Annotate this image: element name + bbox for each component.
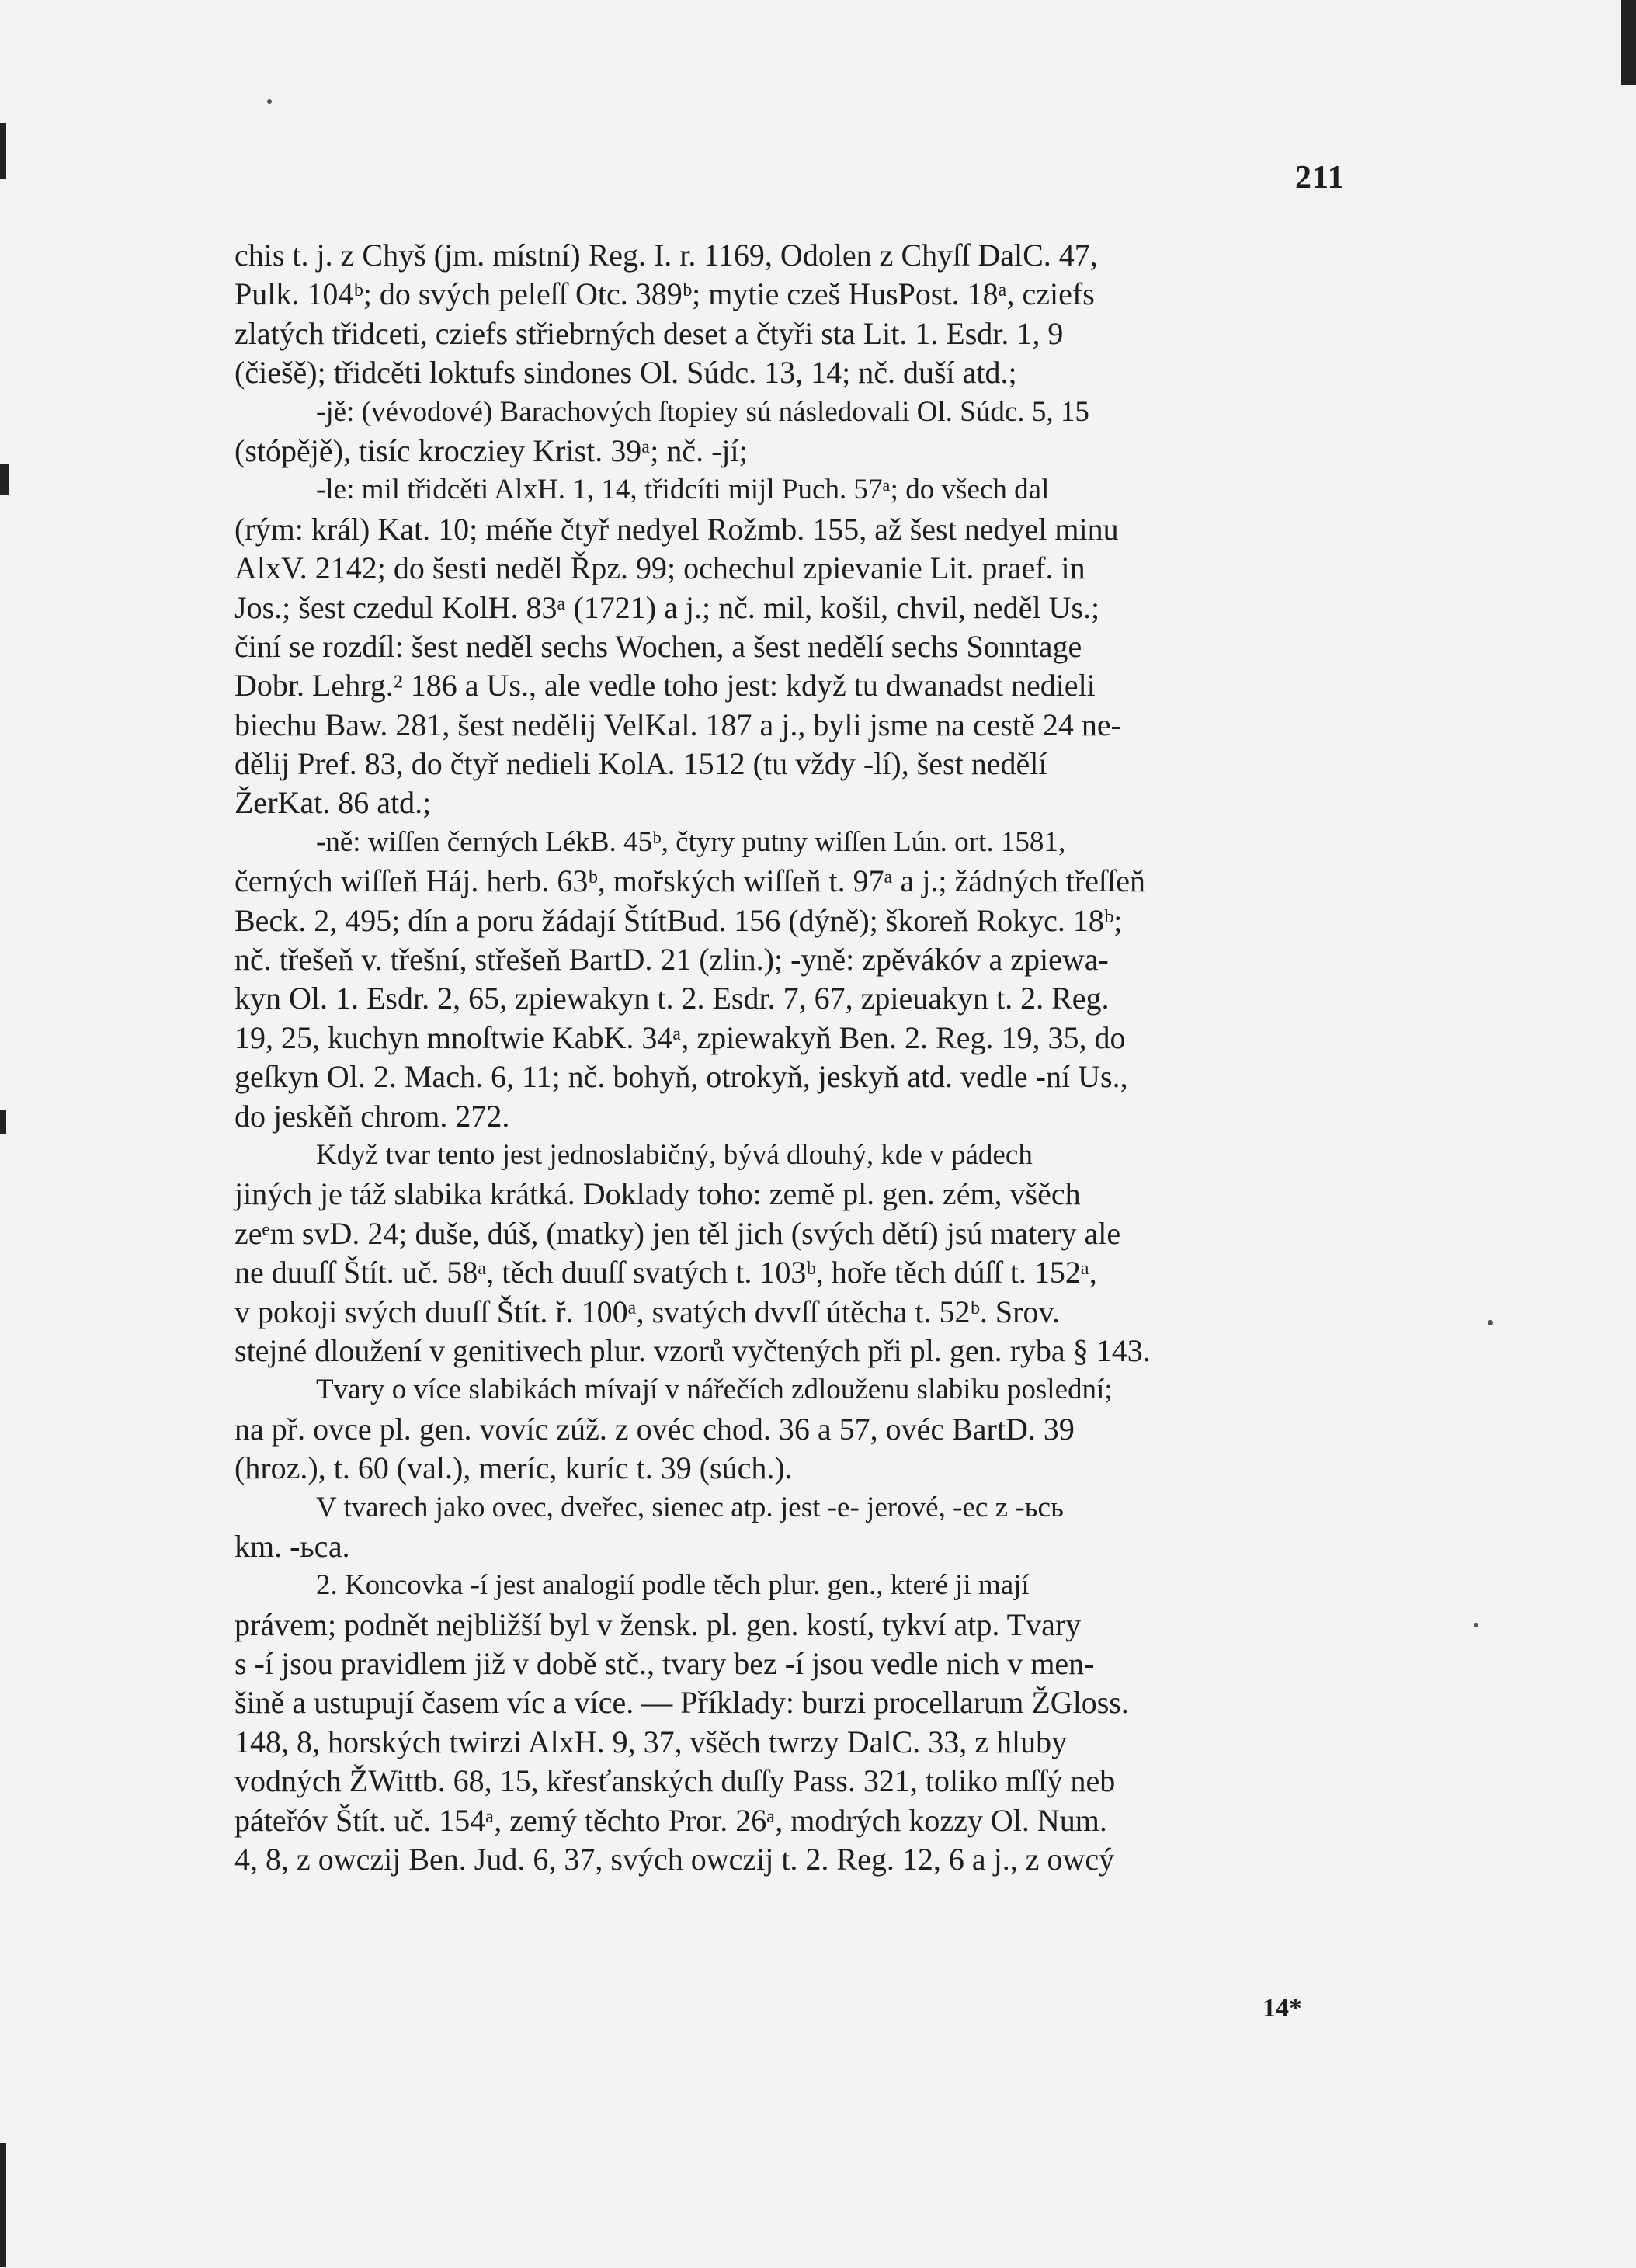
text-line: do jeskěň chrom. 272. bbox=[234, 1098, 510, 1134]
text-line: právem; podnět nejbližší byl v žensk. pl. gen. kostí, tykví atp. Tvary bbox=[234, 1606, 1082, 1642]
text-line: páteřóv Štít. uč. 154ᵃ, zemý těchto Pror. 26ᵃ, modrých kozzy Ol. Num. bbox=[234, 1802, 1107, 1838]
text-line: vodných ŽWittb. 68, 15, křesťanských duſſy Pass. 321, toliko mſſý neb bbox=[234, 1763, 1116, 1799]
text-line: (rým: král) Kat. 10; méňe čtyř nedyel Rožmb. 155, až šest nedyel minu bbox=[234, 511, 1119, 547]
text-line: nč. třešeň v. třešní, střešeň BartD. 21 (zlin.); -yně: zpěvákóv a zpiewa- bbox=[234, 942, 1109, 978]
binding-mark-top bbox=[0, 123, 6, 179]
text-line: 148, 8, horských twirzi AlxH. 9, 37, všěch twrzy DalC. 33, z hluby bbox=[234, 1724, 1068, 1759]
binding-mark-bottom bbox=[0, 2143, 6, 2267]
text-line: na př. ovce pl. gen. vovíc zúž. z ovéc chod. 36 a 57, ovéc BartD. 39 bbox=[234, 1411, 1075, 1447]
text-line: zeᵉm svD. 24; duše, dúš, (matky) jen těl jich (svých dětí) jsú matery ale bbox=[234, 1215, 1121, 1251]
text-line: (čiešě); třidcěti loktufs sindones Ol. Súdc. 13, 14; nč. duší atd.; bbox=[234, 355, 1017, 391]
text-line: stejné dloužení v genitivech plur. vzorů vyčtených při pl. gen. ryba § 143. bbox=[234, 1332, 1151, 1368]
paper-speck bbox=[267, 99, 272, 104]
text-line: kyn Ol. 1. Esdr. 2, 65, zpiewakyn t. 2. Esdr. 7, 67, zpieuakyn t. 2. Reg. bbox=[234, 981, 1110, 1016]
text-line: jiných je táž slabika krátká. Doklady toho: země pl. gen. zém, všěch bbox=[234, 1176, 1081, 1212]
text-line: km. -ьса. bbox=[234, 1528, 350, 1564]
text-line: činí se rozdíl: šest neděl sechs Wochen, a šest nedělí sechs Sonntage bbox=[234, 628, 1082, 664]
text-line: v pokoji svých duuſſ Štít. ř. 100ᵃ, svatých dvvſſ útěcha t. 52ᵇ. Srov. bbox=[234, 1294, 1060, 1329]
paper-speck bbox=[1488, 1320, 1493, 1325]
text-line: 2. Koncovka -í jest analogií podle těch plur. gen., které ji mají bbox=[316, 1569, 1030, 1602]
text-line: zlatých třidceti, cziefs střiebrných deset a čtyři sta Lit. 1. Esdr. 1, 9 bbox=[234, 315, 1064, 351]
paper-speck bbox=[1474, 1623, 1478, 1627]
text-line: -ně: wiſſen černých LékB. 45ᵇ, čtyry putny wiſſen Lún. ort. 1581, bbox=[316, 825, 1066, 858]
text-line: Pulk. 104ᵇ; do svých peleſſ Otc. 389ᵇ; mytie czeš HusPost. 18ᵃ, cziefs bbox=[234, 276, 1095, 312]
text-line: ne duuſſ Štít. uč. 58ᵃ, těch duuſſ svatých t. 103ᵇ, hoře těch dúſſ t. 152ᵃ, bbox=[234, 1255, 1097, 1290]
right-edge-mark bbox=[1621, 0, 1636, 85]
text-line: 4, 8, z owczij Ben. Jud. 6, 37, svých owczij t. 2. Reg. 12, 6 a j., z owcý bbox=[234, 1842, 1115, 1877]
signature-mark: 14* bbox=[1263, 1994, 1302, 2023]
text-line: -jě: (vévodové) Barachových ſtopiey sú následovali Ol. Súdc. 5, 15 bbox=[316, 395, 1089, 428]
text-line: černých wiſſeň Háj. herb. 63ᵇ, mořských wiſſeň t. 97ᵃ a j.; žádných třeſſeň bbox=[234, 863, 1145, 899]
text-line: s -í jsou pravidlem již v době stč., tvary bez -í jsou vedle nich v men- bbox=[234, 1646, 1095, 1682]
text-line: Beck. 2, 495; dín a poru žádají ŠtítBud. 156 (dýně); škoreň Rokyc. 18ᵇ; bbox=[234, 902, 1123, 938]
text-line: (hroz.), t. 60 (val.), meríc, kuríc t. 39 (súch.). bbox=[234, 1450, 793, 1486]
text-line: V tvarech jako ovec, dveřec, sienec atp. jest -e- jerové, -ec z -ьсь bbox=[316, 1491, 1064, 1523]
page-number: 211 bbox=[1295, 160, 1345, 196]
text-line: Dobr. Lehrg.² 186 a Us., ale vedle toho jest: když tu dwanadst nedieli bbox=[234, 668, 1096, 703]
body-text bbox=[234, 236, 1346, 1879]
text-line: Tvary o více slabikách mívají v nářečích zdlouženu slabiku poslední; bbox=[316, 1374, 1113, 1406]
text-line: biechu Baw. 281, šest nedělij VelKal. 187 a j., byli jsme na cestě 24 ne- bbox=[234, 707, 1121, 742]
text-line: Jos.; šest czedul KolH. 83ᵃ (1721) a j.; nč. mil, košil, chvil, neděl Us.; bbox=[234, 589, 1100, 625]
binding-mark-mid bbox=[0, 464, 9, 495]
text-line: 19, 25, kuchyn mnoſtwie KabK. 34ᵃ, zpiewakyň Ben. 2. Reg. 19, 35, do bbox=[234, 1019, 1126, 1055]
text-line: (stópějě), tisíc krocziey Krist. 39ᵃ; nč. -jí; bbox=[234, 432, 748, 468]
text-line: Když tvar tento jest jednoslabičný, bývá dlouhý, kde v pádech bbox=[316, 1138, 1033, 1171]
text-line: geſkyn Ol. 2. Mach. 6, 11; nč. bohyň, otrokyň, jeskyň atd. vedle -ní Us., bbox=[234, 1059, 1128, 1095]
binding-mark-low bbox=[0, 1110, 6, 1134]
text-line: -le: mil třidcěti AlxH. 1, 14, třidcíti mijl Puch. 57ᵃ; do všech dal bbox=[316, 474, 1050, 506]
text-line: chis t. j. z Chyš (jm. místní) Reg. I. r. 1169, Odolen z Chyſſ DalC. 47, bbox=[234, 238, 1098, 273]
text-line: ŽerKat. 86 atd.; bbox=[234, 785, 432, 821]
text-line: dělij Pref. 83, do čtyř nedieli KolA. 1512 (tu vždy -lí), šest nedělí bbox=[234, 746, 1047, 782]
text-line: AlxV. 2142; do šesti neděl Řpz. 99; ochechul zpievanie Lit. praef. in bbox=[234, 551, 1085, 586]
text-line: šině a ustupují časem víc a více. — Příklady: burzi procellarum ŽGloss. bbox=[234, 1685, 1129, 1721]
